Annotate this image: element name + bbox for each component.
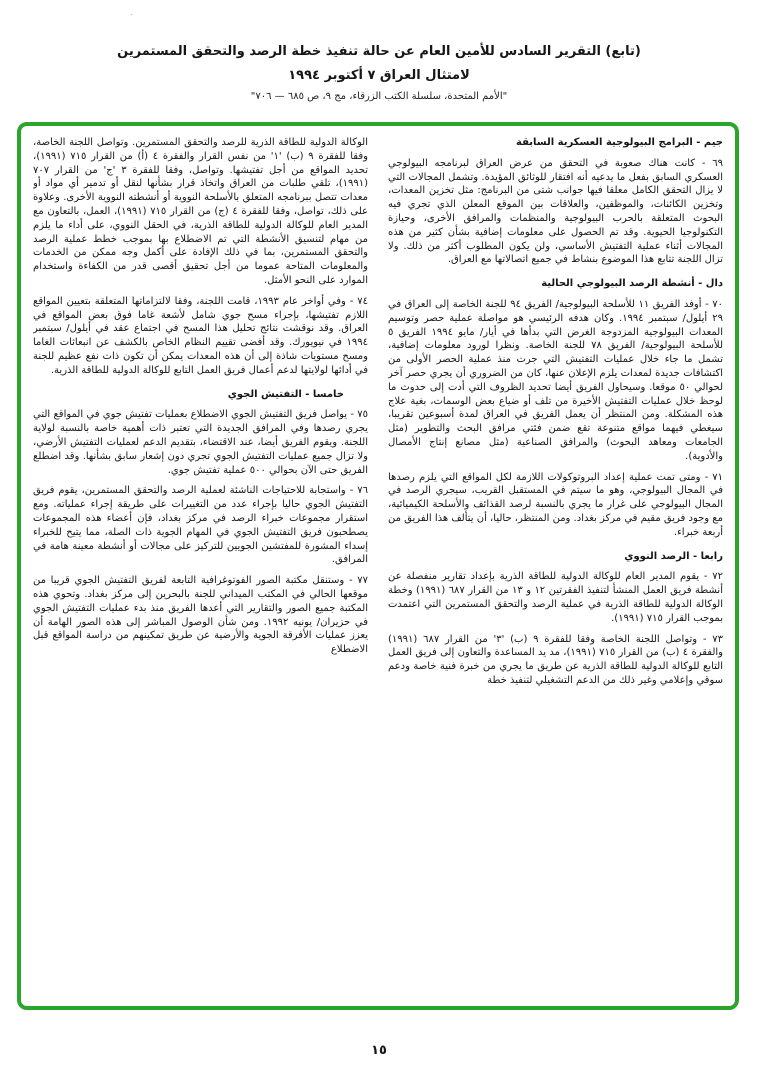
- body-paragraph: ٧٥ - يواصل فريق التفتيش الجوي الاضطلاع بعمليات تفتيش جوي في المواقع التي يجري رصدها وفي المرافق الجديدة التي تعتبر ذات أهمية خاصة بالنسبة لولاية اللجنة. ويقوم الفريق أيضا، عند الاقتضاء، بتقديم الدعم لعمليات التفتيش الأرضي، ولا تزال جميع عمليات التفتيش الجوي تجري دون إشعار سابق بشأنها. وقد اضطلع الفريق حتى الآن بحوالي ٥٠٠ عملية تفتيش جوي.: [33, 409, 368, 476]
- page-footer: [0, 1043, 758, 1058]
- body-paragraph: ٧٤ - وفي أواخر عام ١٩٩٣، قامت اللجنة، وفقا لالتزاماتها المتعلقة بتعيين المواقع اللازم تفتيشها، بإجراء مسح جوي شامل لأشعة غاما فوق بعض المواقع في العراق. وقد نوقشت نتائج تحليل هذا المسح في اجتماع عقد في أيلول/ سبتمبر ١٩٩٤ في نيويورك. وقد أفضى تقييم النظام الخاص بالكشف عن انبعاثات الغاما ومسح مستويات شاذة إلى أن هذه المعدات يمكن أن تكون ذات نفع عظيم للجنة في أدائها لولايتها لدعم أعمال فريق العمل التابع للوكالة الدولية للطاقة الذرية.: [33, 295, 368, 376]
- body-paragraph: ٧٦ - واستجابة للاحتياجات الناشئة لعملية الرصد والتحقق المستمرين، يقوم فريق التفتيش الجوي حاليا بإجراء عدد من التغييرات على طريقة إجراء عملياته. ومع استقرار مجموعات خبراء الرصد في مركز بغداد، فإن أعضاء هذه المجموعات يصطحبون فريق التفتيش الجوي في المهام الجوية ذات الصلة، مما يتيح للخبراء إسداء المشورة للمفتشين الجويين للتركيز على مجالات أو أنشطة معينة هامة في المرافق.: [33, 485, 368, 566]
- two-column-layout: [33, 136, 723, 996]
- green-border-content-box: [17, 122, 739, 1010]
- section-heading: جيم - البرامج البيولوجية العسكرية السابقة: [516, 137, 723, 148]
- body-paragraph: ٧١ - ومتى تمت عملية إعداد البروتوكولات اللازمة لكل المواقع التي يلزم رصدها في المجال البيولوجي، وهو ما سيتم في المستقبل القريب، سيجري الرصد في المجال البيولوجي على غرار ما يجري بالنسبة لرصد القذائف والأسلحة الكيميائية، مع وجود فريق مقيم في مركز بغداد. ومن المنتظر، حاليا، أن يتألف هذا الفريق من أربعة خبراء.: [388, 471, 723, 538]
- document-source-citation: "الأمم المتحدة، سلسلة الكتب الزرقاء، مج ٩، ص ٦٨٥ — ٧٠٦": [250, 90, 508, 102]
- body-paragraph: ٧٠ - أوفد الفريق ١١ للأسلحة البيولوجية/ الفريق ٩٤ للجنة الخاصة إلى العراق في ٢٩ أيلول/ سبتمبر ١٩٩٤. وكان هدفه الرئيسي هو مواصلة عملية حصر وتوسيم المعدات البيولوجية المزدوجة الغرض التي بدأها في أيار/ مايو ١٩٩٤ الفريق ٥ للأسلحة البيولوجية/ الفريق ٧٨ للجنة الخاصة. ونظرا لورود معلومات إضافية، تشمل ما جاء خلال عمليات التفتيش التي جرت منذ عملية الحصر الأولى من اكتشافات جديدة لمعدات يلزم الإعلان عنها، كان من الضروري أن يجري حصر آخر لحوالي ٥٠ موقعا. وسيحاول الفريق أيضا تحديد الظروف التي أدت إلى حدوث ما لوحظ خلال عمليات التفتيش الأخيرة من تلف أو ضياع بعض الوسمات، بغية علاج هذه المشكلة. ومن المنتظر أن يعمل الفريق في العراق لمدة أسبوعين تقريبا، سيغطي فيهما مواقع متنوعة تقع ضمن فئتي مرافق البحث والتطوير (مثل الجامعات ومعاهد البحوث) والمرافق الصناعية (مثل مصانع إنتاج الأمصال والأدوية).: [388, 298, 723, 462]
- section-heading: دال - أنشطة الرصد البيولوجي الحالية: [541, 278, 723, 290]
- document-title: (تابع) التقرير السادس للأمين العام عن حالة تنفيذ خطة الرصد والتحقق المستمرين: [117, 44, 641, 59]
- right-column: [388, 136, 723, 996]
- body-paragraph: الوكالة الدولية للطاقة الذرية للرصد والتحقق المستمرين. وتواصل اللجنة الخاصة، وفقا للفقرة ٩ (ب) '١' من نفس القرار والفقرة ٤ (أ) من القرار ٧١٥ (١٩٩١)، تحديد المواقع من أجل تفتيشها. وتواصل، وفقا للفقرة ٣ 'ج' من القرار ٧٠٧ (١٩٩١)، تلقي طلبات من العراق واتخاذ قرار بشأنها لنقل أو تدمير أي مواد أو معدات تتصل ببرنامجه المتعلق بالأسلحة النووية أو أنشطته النووية الأخرى. وعلاوة على ذلك، تواصل، وفقا للفقرة ٤ (ج) من القرار ٧١٥ (١٩٩١)، العمل، بالتعاون مع المدير العام للوكالة الدولية للطاقة الذرية، في الحقل النووي، على أداء ما يلزم من مهام لتنسيق الأنشطة التي تم الاضطلاع بها بموجب خطط عملية الرصد والتحقق المستمرين، بما في ذلك الإفادة على أكمل وجه ممكن من الخدمات والمعلومات المتاحة عموما من أجل تحقيق أقصى قدر من الكفاءة واستخدام الموارد على النحو الأمثل.: [33, 137, 368, 286]
- body-paragraph: ٧٣ - وتواصل اللجنة الخاصة وفقا للفقرة ٩ (ب) '٣' من القرار ٦٨٧ (١٩٩١) والفقرة ٤ (ب) من القرار ٧١٥ (١٩٩١)، مد يد المساعدة والتعاون إلى فريق العمل التابع للوكالة الدولية للطاقة الذرية عن طريق ما يجري من خبرة فنية خاصة ودعم سوقي وإعلامي وغير ذلك من الدعم التشغيلي لتنفيذ خطة: [388, 633, 723, 686]
- body-paragraph: ٧٧ - وستنقل مكتبة الصور الفوتوغرافية التابعة لفريق التفتيش الجوي قريبا من موقعها الحالي في المكتب الميداني للجنة بالبحرين إلى مركز بغداد. وتحوي هذه المكتبة جميع الصور والتقارير التي أعدها الفريق منذ بدء عمليات التفتيش الجوي في حزيران/ يونيه ١٩٩٢. ومن شأن الوصول المباشر إلى هذه الصور الهامة أن يعزز عمليات الأفرقة الجوية والأرضية عن طريق تمكينهم من دراسة المواقع قبل الاضطلاع: [33, 575, 368, 656]
- document-subtitle: لامتثال العراق ٧ أكتوبر ١٩٩٤: [288, 67, 470, 83]
- page-number: ١٥: [371, 1043, 387, 1058]
- section-heading: رابعا - الرصد النووي: [624, 550, 723, 562]
- section-heading: خامسا - التفتيش الجوي: [227, 388, 344, 400]
- left-column: [33, 136, 368, 996]
- document-header: [0, 0, 758, 102]
- scan-artifact-mark: .: [130, 8, 133, 17]
- body-paragraph: ٧٢ - يقوم المدير العام للوكالة الدولية للطاقة الذرية بإعداد تقارير منفصلة عن أنشطة فريق العمل المنشأ لتنفيذ الفقرتين ١٢ و ١٣ من القرار ٦٨٧ (١٩٩١) وخطة الوكالة الدولية للطاقة الذرية في عملية الرصد والتحقق المستمرين التي اعتمدت بموجب القرار ٧١٥ (١٩٩١).: [388, 571, 723, 624]
- body-paragraph: ٦٩ - كانت هناك صعوبة في التحقق من عرض العراق لبرنامجه البيولوجي العسكري السابق بفعل ما يدعيه أنه افتقار للوثائق المؤيدة. وتشمل المجالات التي لا يزال التحقق الكامل معلقا فيها جوانب شتى من البرنامج: مثل تخزين المعدات، وتخزين الكائنات، والموظفين، والعلاقات بين الموقع المعلن الذي تجري فيه البحوث المتعلقة بالحرب البيولوجية والمنظمات والمرافق الأخرى، وحيازة التكنولوجيا الحيوية. وقد تم الحصول على معلومات إضافية بشأن كثير من هذه المجالات أثناء عملية التفتيش الأساسي، ولن يكون المطلوب أكثر من ذلك. ولا تزال اللجنة تتابع هذا الموضوع بنشاط في جميع اتصالاتها مع العراق.: [388, 157, 723, 266]
